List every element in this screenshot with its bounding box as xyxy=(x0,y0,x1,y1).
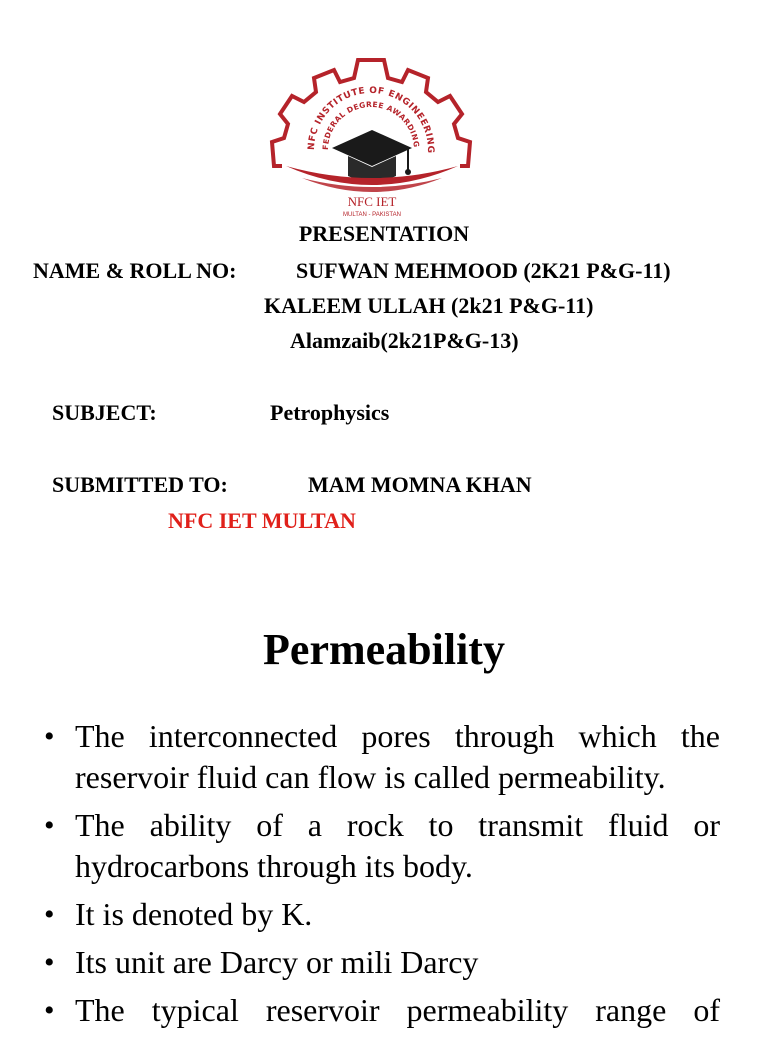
bullet-icon: • xyxy=(44,946,55,979)
bullet-text: The typical reservoir permeability range of xyxy=(75,992,720,1028)
institute-name: NFC IET MULTAN xyxy=(168,508,356,533)
list-item xyxy=(44,990,720,1031)
presentation-heading: PRESENTATION xyxy=(298,221,470,246)
member-name: KALEEM ULLAH (2k21 P&G-11) xyxy=(264,293,594,318)
bullet-text: The interconnected pores through which the reservoir fluid can flow is called permeability. xyxy=(75,718,720,795)
list-item xyxy=(44,942,720,983)
logo-inner-text: FEDERAL DEGREE AWARDING xyxy=(320,99,422,151)
bullet-text: It is denoted by K. xyxy=(75,896,313,932)
name-roll-label: NAME & ROLL NO: xyxy=(33,258,237,283)
bullet-icon: • xyxy=(44,898,55,931)
member-name: SUFWAN MEHMOOD (2K21 P&G-11) xyxy=(296,258,671,283)
logo-city: MULTAN - PAKISTAN xyxy=(343,212,401,218)
submitted-to-value: MAM MOMNA KHAN xyxy=(308,472,532,497)
subject-label: SUBJECT: xyxy=(52,400,157,425)
list-item xyxy=(44,716,720,798)
logo-name: NFC IET xyxy=(347,194,397,209)
bullet-list xyxy=(44,716,720,1038)
bullet-icon: • xyxy=(44,720,55,753)
bullet-text: The ability of a rock to transmit fluid or hydrocarbons through its body. xyxy=(75,807,720,884)
section-title: Permeability xyxy=(263,625,505,674)
bullet-text: Its unit are Darcy or mili Darcy xyxy=(75,944,479,980)
submitted-to-label: SUBMITTED TO: xyxy=(52,472,228,497)
bullet-icon: • xyxy=(44,994,55,1027)
member-name: Alamzaib(2k21P&G-13) xyxy=(290,328,519,353)
graduation-cap-icon xyxy=(332,130,412,182)
gear-logo-icon xyxy=(262,54,482,218)
list-item xyxy=(44,894,720,935)
bullet-icon: • xyxy=(44,809,55,842)
list-item xyxy=(44,805,720,887)
logo-ring-text: NFC INSTITUTE OF ENGINEERING xyxy=(306,85,436,154)
institute-logo xyxy=(262,54,482,218)
subject-value: Petrophysics xyxy=(270,400,390,425)
